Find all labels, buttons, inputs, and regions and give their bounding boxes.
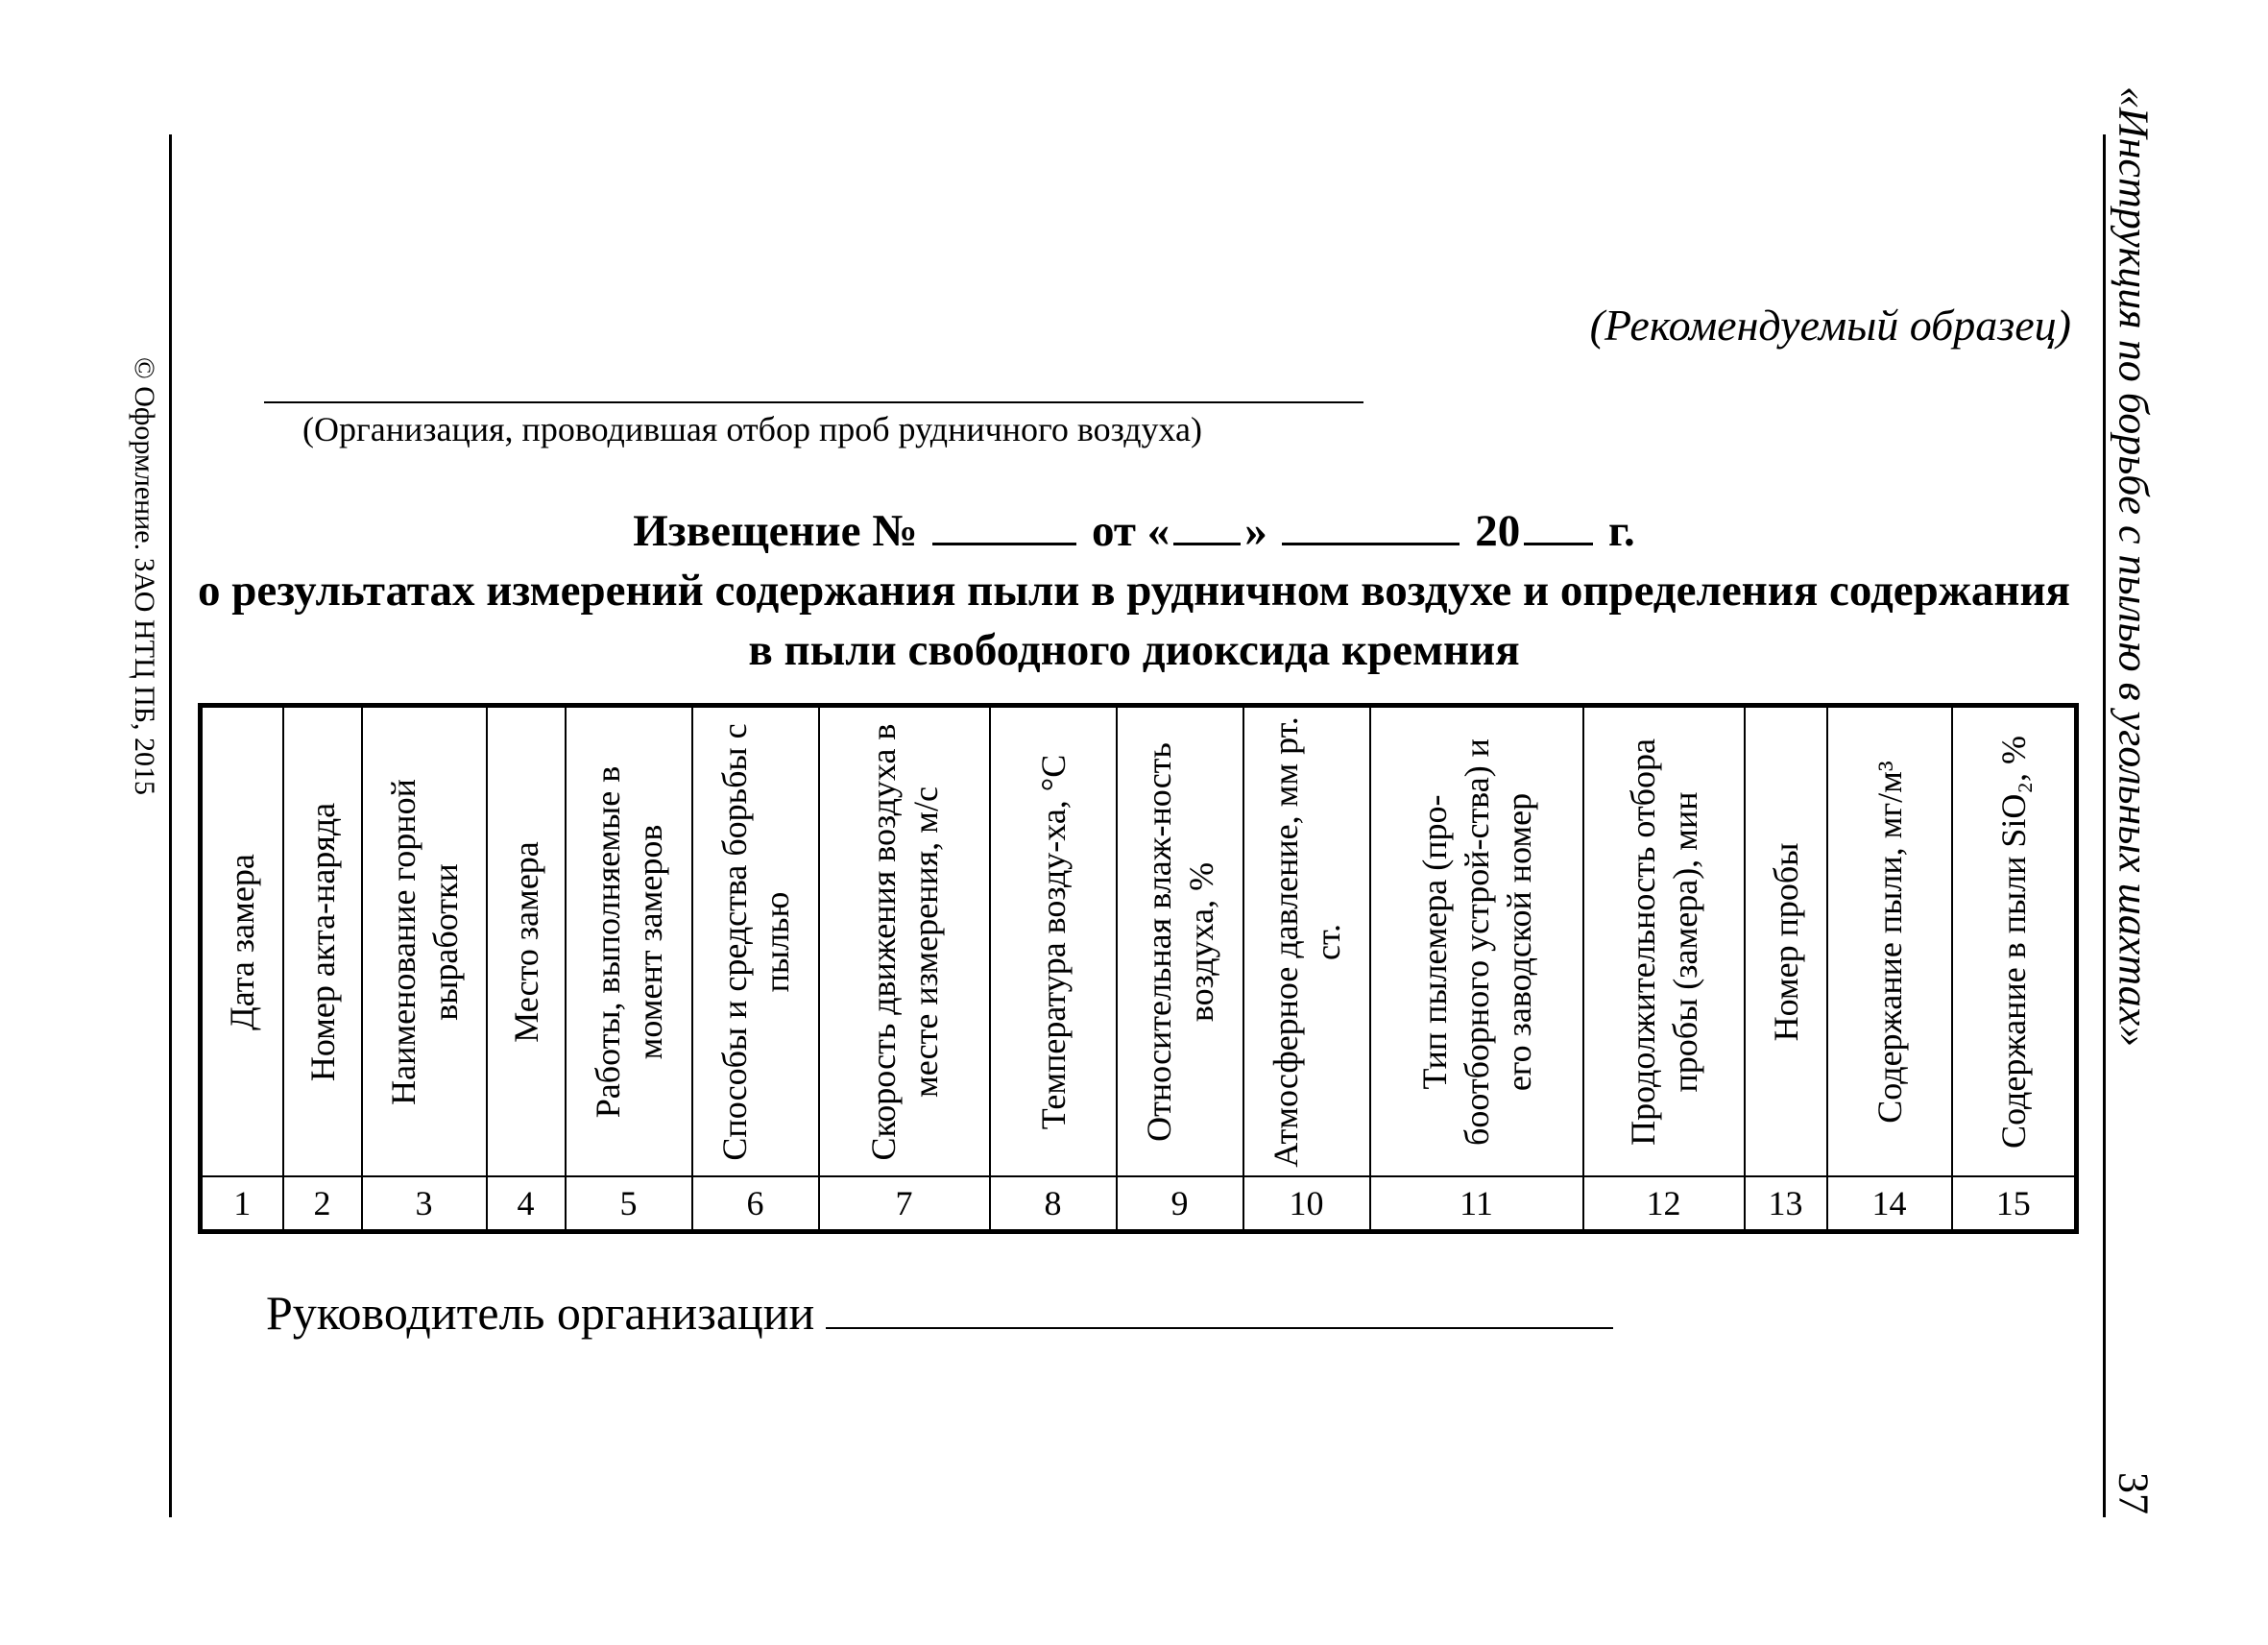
- header-text: Содержание в пыли SiO₂, %: [1993, 735, 2033, 1149]
- header-text: Содержание пыли, мг/м³: [1870, 760, 1909, 1124]
- header-cell: [1827, 706, 1952, 1177]
- signature-label: Руководитель организации: [266, 1286, 815, 1340]
- table-number-row: [201, 1176, 2077, 1232]
- column-number: 1: [201, 1176, 283, 1232]
- header-text: Относительная влаж-ность воздуха, %: [1139, 741, 1220, 1142]
- header-cell: [1117, 706, 1243, 1177]
- header-text: Место замера: [506, 840, 545, 1043]
- header-text: Номер пробы: [1766, 842, 1805, 1041]
- header-cell: [201, 706, 283, 1177]
- notice-number-blank: [932, 504, 1076, 545]
- header-text: Дата замера: [223, 853, 262, 1030]
- header-cell: [692, 706, 819, 1177]
- running-header: «Инструкция по борьбе с пылью в угольных шахтах»: [2110, 85, 2158, 1048]
- header-text: Скорость движения воздуха в месте измерения, м/с: [863, 723, 945, 1160]
- copyright-note: © Оформление. ЗАО НТЦ ПБ, 2015: [129, 356, 160, 796]
- from-label: от «: [1091, 506, 1170, 556]
- header-text: Тип пылемера (про-боотборного устрой-ства) и его заводской номер: [1414, 738, 1538, 1146]
- header-cell: [1745, 706, 1827, 1177]
- notice-label: Извещение №: [633, 506, 918, 556]
- header-cell: [1952, 706, 2077, 1177]
- header-text: Работы, выполняемые в момент замеров: [588, 765, 669, 1118]
- year-prefix: 20: [1475, 506, 1521, 556]
- column-number: 10: [1243, 1176, 1370, 1232]
- close-quote: »: [1244, 506, 1267, 556]
- header-cell: [1243, 706, 1370, 1177]
- header-cell: [819, 706, 990, 1177]
- header-cell: [487, 706, 566, 1177]
- organization-caption: (Организация, проводившая отбор проб рудничного воздуха): [302, 410, 1203, 448]
- header-text: Атмосферное давление, мм рт. ст.: [1266, 715, 1347, 1168]
- column-number: 2: [283, 1176, 362, 1232]
- header-cell: [283, 706, 362, 1177]
- month-blank: [1282, 504, 1460, 545]
- column-number: 4: [487, 1176, 566, 1232]
- column-number: 12: [1583, 1176, 1745, 1232]
- header-text: Наименование горной выработки: [383, 778, 465, 1105]
- column-number: 3: [362, 1176, 487, 1232]
- recommended-sample-label: (Рекомендуемый образец): [1589, 301, 2071, 350]
- column-number: 7: [819, 1176, 990, 1232]
- right-margin-line: [2103, 134, 2106, 1517]
- column-number: 14: [1827, 1176, 1952, 1232]
- header-cell: [362, 706, 487, 1177]
- title-line-1: [0, 501, 2268, 561]
- notice-title: [0, 501, 2268, 680]
- header-cell: [1583, 706, 1745, 1177]
- signature-blank: [826, 1327, 1613, 1329]
- title-line-2: о результатах измерений содержания пыли в рудничном воздухе и определения содержания: [198, 566, 2070, 616]
- column-number: 15: [1952, 1176, 2077, 1232]
- header-cell: [1370, 706, 1583, 1177]
- header-text: Способы и средства борьбы с пылью: [714, 722, 796, 1161]
- header-text: Номер акта-наряда: [302, 802, 342, 1081]
- column-number: 13: [1745, 1176, 1827, 1232]
- title-line-3: в пыли свободного диоксида кремния: [748, 625, 1520, 675]
- column-number: 11: [1370, 1176, 1583, 1232]
- table-header-row: [201, 706, 2077, 1177]
- column-number: 8: [990, 1176, 1117, 1232]
- header-cell: [990, 706, 1117, 1177]
- signature-line: [266, 1285, 1613, 1341]
- column-number: 5: [566, 1176, 692, 1232]
- year-suffix: г.: [1607, 506, 1635, 556]
- header-text: Температура возду-ха, °С: [1033, 754, 1073, 1129]
- left-margin-line: [169, 134, 172, 1517]
- header-cell: [566, 706, 692, 1177]
- measurement-table: [198, 703, 2079, 1234]
- day-blank: [1173, 504, 1241, 545]
- header-text: Продолжительность отбора пробы (замера), мин: [1623, 738, 1704, 1146]
- organization-blank-line: [264, 401, 1363, 403]
- page-number: 37: [2110, 1472, 2158, 1514]
- column-number: 6: [692, 1176, 819, 1232]
- column-number: 9: [1117, 1176, 1243, 1232]
- year-blank: [1524, 504, 1593, 545]
